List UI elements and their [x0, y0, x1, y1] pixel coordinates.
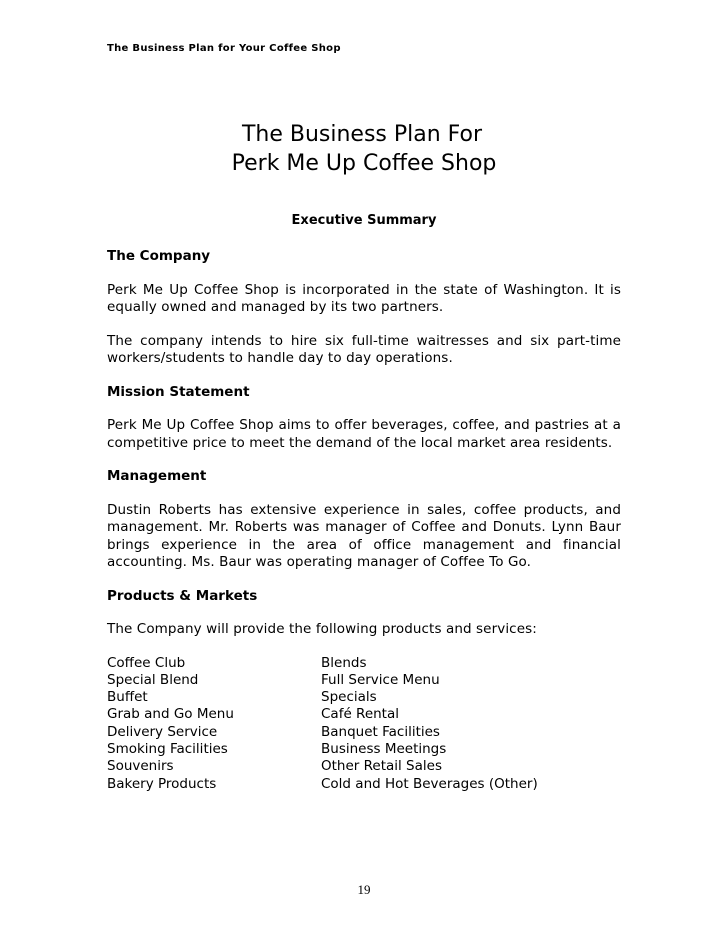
product-item: Coffee Club: [107, 654, 186, 671]
product-item: Special Blend: [107, 671, 199, 688]
company-heading: The Company: [107, 248, 211, 264]
products-intro: The Company will provide the following products and services:: [107, 621, 537, 637]
product-item: Business Meetings: [321, 740, 447, 757]
product-item: Smoking Facilities: [107, 740, 228, 757]
page-number: 19: [357, 882, 371, 897]
company-paragraph-1: Perk Me Up Coffee Shop is incorporated in the state of Washington. It is equally owned and managed by its two partners.: [107, 281, 621, 315]
product-item: Full Service Menu: [321, 671, 440, 688]
mission-heading: Mission Statement: [107, 383, 250, 400]
product-item: Banquet Facilities: [321, 723, 440, 740]
running-header: The Business Plan for Your Coffee Shop: [107, 43, 341, 54]
product-item: Blends: [321, 654, 367, 671]
executive-summary-label: Executive Summary: [291, 213, 437, 228]
management-paragraph: Dustin Roberts has extensive experience in sales, coffee products, and management. Mr. Roberts was manager of Coffee and Donuts. Lynn Baur brings experience in the area of office management and financial accounting. Ms. Baur was operating manager of Coffee To Go.: [107, 501, 621, 570]
products-heading: Products & Markets: [107, 587, 258, 604]
product-item: Cold and Hot Beverages (Other): [321, 775, 538, 792]
product-item: Café Rental: [321, 706, 400, 723]
product-item: Buffet: [107, 689, 148, 706]
product-item: Delivery Service: [107, 723, 218, 740]
product-item: Bakery Products: [107, 775, 217, 792]
title-line-1: The Business Plan For: [241, 122, 483, 147]
products-list: [107, 655, 621, 793]
document-title: [0, 120, 728, 178]
product-item: Specials: [321, 689, 377, 706]
product-item: Other Retail Sales: [321, 758, 442, 775]
document-body: [107, 248, 621, 793]
company-paragraph-2: The company intends to hire six full-time waitresses and six part-time workers/students to handle day to day operations.: [107, 332, 621, 366]
title-line-2: Perk Me Up Coffee Shop: [231, 151, 497, 176]
product-item: Souvenirs: [107, 758, 174, 775]
product-item: Grab and Go Menu: [107, 706, 234, 723]
executive-summary-heading: [0, 213, 728, 228]
management-heading: Management: [107, 468, 207, 484]
mission-paragraph: Perk Me Up Coffee Shop aims to offer beverages, coffee, and pastries at a competitive price to meet the demand of the local market area residents.: [107, 417, 621, 451]
